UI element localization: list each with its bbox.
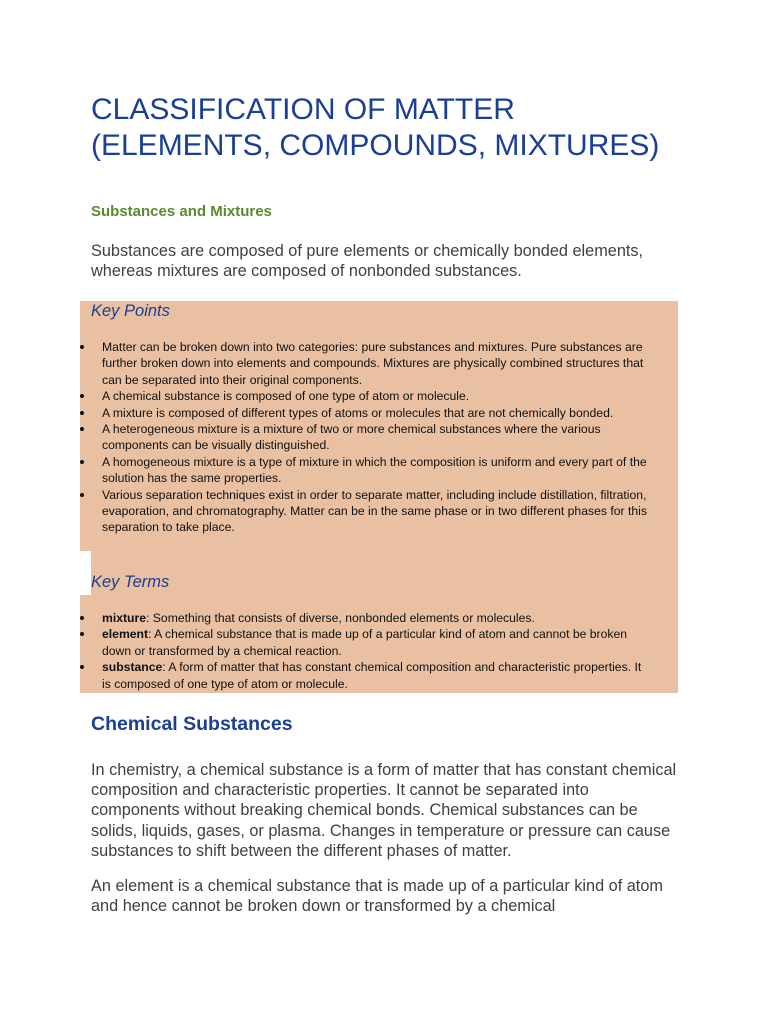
list-item-text: A mixture is composed of different types of atoms or molecules that are not chemically bonded. <box>102 405 614 420</box>
bullet-icon <box>80 665 84 669</box>
list-item-text: Matter can be broken down into two categories: pure substances and mixtures. Pure substances are further broken down into elements and compounds. Mixtures are physically combined structures that can be separated into their original components. <box>102 340 644 387</box>
title-line-1: CLASSIFICATION OF MATTER <box>91 93 515 126</box>
body-paragraph: In chemistry, a chemical substance is a form of matter that has constant chemical composition and characteristic properties. It cannot be separated into components without breaking chemical bonds. Chemical substances can be solids, liquids, gases, or plasma. Changes in temperature or pressure can cause substances to shift between the different phases of matter. <box>91 761 677 860</box>
bullet-icon <box>80 345 84 349</box>
term-definition: : Something that consists of diverse, nonbonded elements or molecules. <box>146 611 535 625</box>
page-title <box>91 92 711 164</box>
key-terms-list <box>80 610 652 692</box>
list-item <box>80 626 652 659</box>
list-item <box>80 659 652 692</box>
box-notch <box>80 551 91 595</box>
list-item <box>80 388 652 404</box>
bullet-icon <box>80 427 84 431</box>
list-item <box>80 487 652 536</box>
chemical-substances-heading: Chemical Substances <box>91 713 293 735</box>
term-definition: : A form of matter that has constant chemical composition and characteristic properties. It is composed of one type of atom or molecule. <box>102 660 642 691</box>
list-item <box>80 421 652 454</box>
key-points-list <box>80 339 652 536</box>
list-item <box>80 610 652 626</box>
bullet-icon <box>80 411 84 415</box>
bullet-icon <box>80 632 84 636</box>
list-item <box>80 405 652 421</box>
bullet-icon <box>80 394 84 398</box>
key-terms-heading: Key Terms <box>91 573 170 591</box>
list-item <box>80 454 652 487</box>
term: element <box>102 627 149 642</box>
term: substance <box>102 660 163 675</box>
intro-paragraph: Substances are composed of pure elements or chemically bonded elements, whereas mixtures are composed of nonbonded substances. <box>91 242 644 280</box>
list-item-text: A heterogeneous mixture is a mixture of two or more chemical substances where the various components can be visually distinguished. <box>102 422 601 453</box>
bullet-icon <box>80 616 84 620</box>
term: mixture <box>102 611 147 625</box>
body-paragraph: An element is a chemical substance that is made up of a particular kind of atom and hence cannot be broken down or transformed by a chemical <box>91 877 663 916</box>
list-item-text: A homogeneous mixture is a type of mixture in which the composition is uniform and every part of the solution has the same properties. <box>102 454 647 486</box>
list-item-text: A chemical substance is composed of one type of atom or molecule. <box>102 389 470 404</box>
key-points-heading: Key Points <box>91 302 170 320</box>
list-item <box>80 339 652 388</box>
term-definition: : A chemical substance that is made up of a particular kind of atom and cannot be broken down or transformed by a chemical reaction. <box>102 627 628 658</box>
title-line-2: (ELEMENTS, COMPOUNDS, MIXTURES) <box>91 129 660 162</box>
bullet-icon <box>80 493 84 497</box>
section-heading: Substances and Mixtures <box>91 203 272 220</box>
bullet-icon <box>80 460 84 464</box>
list-item-text: Various separation techniques exist in order to separate matter, including include distillation, filtration, evaporation, and chromatography. Matter can be in the same phase or in two different phases for this separation to take place. <box>102 487 647 535</box>
